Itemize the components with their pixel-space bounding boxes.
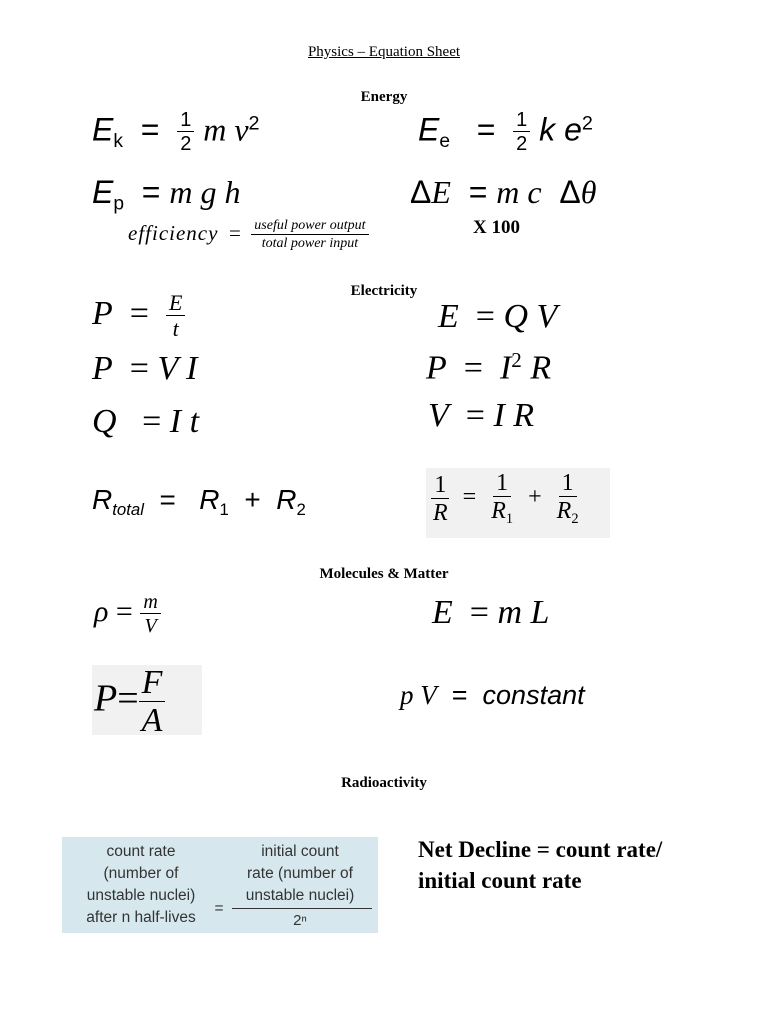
half-life-denominator: 2ⁿ: [293, 912, 307, 929]
equation-power-energy-time: P = $\frac{E}{t}$: [92, 292, 185, 340]
half-life-left-line-2: (number of: [103, 865, 179, 882]
efficiency-denominator: total power input: [261, 236, 359, 251]
equation-parallel-resistance: $\frac{1}{R}$ = $\frac{1}{R_1}$ + $\frac{1}{R_2}$: [433, 470, 579, 528]
equation-density: ρ = $\frac{m}{V}$: [94, 592, 161, 636]
equation-gas-law: p V = constant: [400, 680, 585, 710]
half-life-right-line-1: initial count: [261, 843, 339, 860]
half-life-formula-box: [62, 837, 378, 933]
half-life-right-line-2: rate (number of: [247, 865, 353, 882]
equation-kinetic-energy: $E_k$ = $\frac{1}{2}$ m $v^2$: [92, 109, 260, 155]
equation-gravitational-energy: $E_p = m$ g h: [92, 174, 241, 215]
net-decline-text: Net Decline = count rate/ initial count rate: [418, 837, 663, 893]
half-life-right-line-3: unstable nuclei): [245, 887, 355, 904]
section-heading-matter: Molecules & Matter: [319, 566, 449, 582]
half-life-right-text: [226, 841, 374, 907]
efficiency-numerator: useful power output: [251, 219, 368, 235]
equation-latent-heat: E = m L: [432, 594, 550, 631]
equation-pressure: P= $\frac{F}{A}$: [94, 666, 165, 738]
efficiency-multiplier: X 100: [473, 217, 520, 238]
half-life-equals: =: [214, 900, 224, 917]
equation-specific-heat: ΔE = m c Δθ: [410, 174, 597, 210]
equation-ohms-law: V = I R: [428, 397, 535, 434]
section-heading-energy: Energy: [360, 89, 408, 105]
efficiency-label: efficiency: [128, 220, 219, 245]
half-life-fraction-bar: [232, 908, 372, 909]
equation-charge: Q = I t: [92, 403, 200, 440]
half-life-left-line-1: count rate: [106, 843, 176, 860]
half-life-left-text: [66, 841, 216, 929]
equation-elastic-energy: $E_e$ = $\frac{1}{2}$ k $e^2$: [418, 109, 593, 155]
half-life-left-line-4: after n half-lives: [86, 909, 196, 926]
equation-efficiency: efficiency = $\frac{\text{useful power output}}{\text{total power input}}$: [128, 219, 369, 251]
section-heading-radioactivity: Radioactivity: [341, 775, 427, 791]
equation-energy-charge-voltage: E = Q V: [438, 298, 558, 335]
section-heading-electricity: Electricity: [350, 283, 418, 299]
page-title: Physics – Equation Sheet: [307, 44, 461, 60]
equation-series-resistance: $R_{total} = R_1 + R_2$: [92, 484, 306, 519]
equation-power-current-resistance: $P = I^2$ R: [426, 348, 552, 387]
equation-power-voltage-current: P = V I: [92, 350, 198, 387]
half-life-left-line-3: unstable nuclei): [86, 887, 196, 904]
